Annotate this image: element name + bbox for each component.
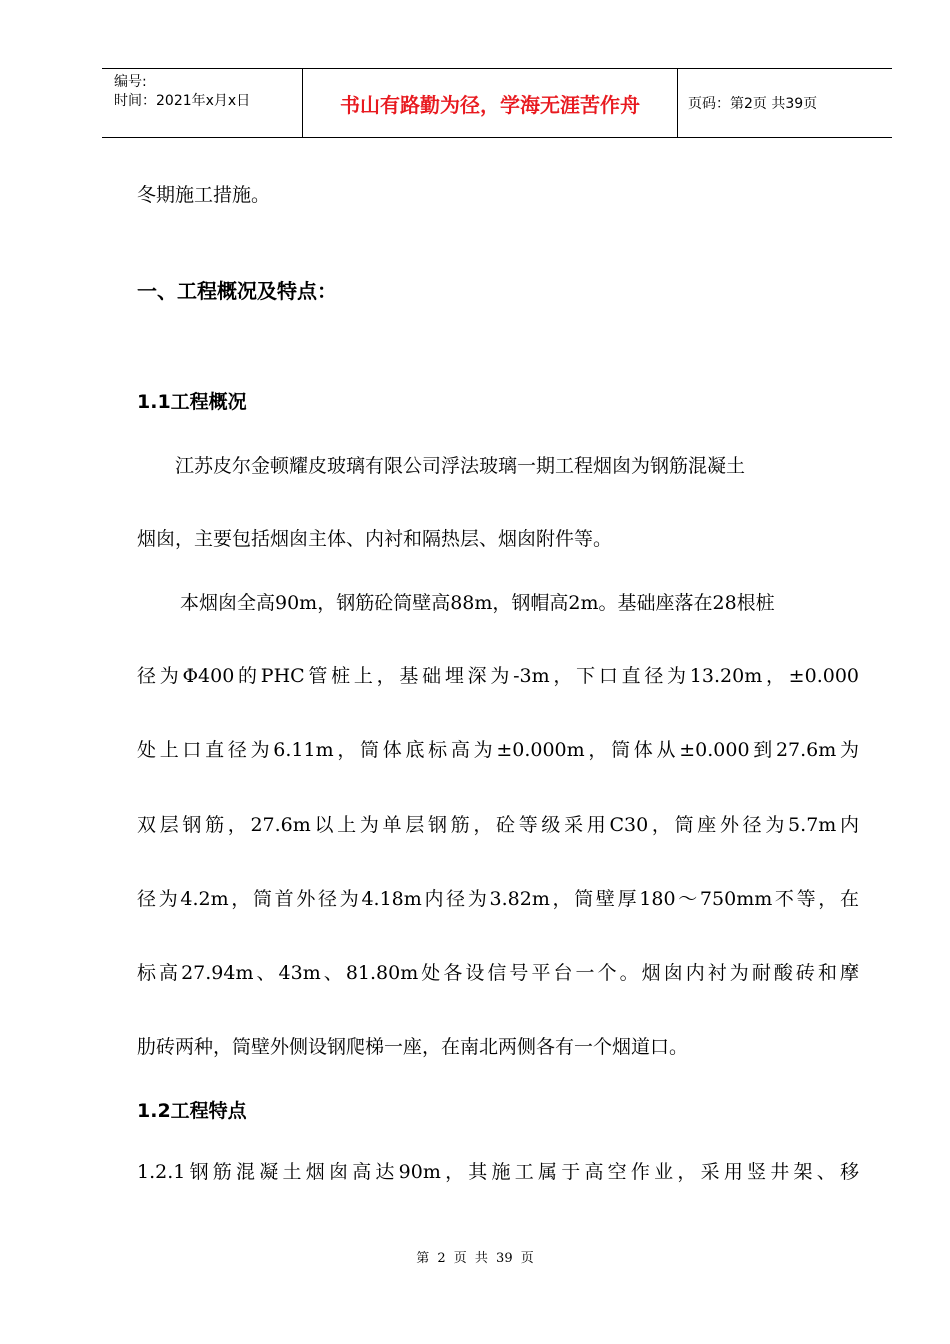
section-heading: 一、工程概况及特点： xyxy=(137,279,337,303)
paragraph-line: 江苏皮尔金顿耀皮玻璃有限公司浮法玻璃一期工程烟囱为钢筋混凝土 xyxy=(175,455,746,477)
paragraph-line: 双层钢筋，27.6m以上为单层钢筋，砼等级采用C30，筒座外径为5.7m内 xyxy=(137,814,859,836)
time-label: 时间：2021年x月x日 xyxy=(114,93,251,109)
subsection-heading: 1.2工程特点 xyxy=(137,1100,247,1122)
subsection-heading: 1.1工程概况 xyxy=(137,391,247,413)
paragraph-line: 肋砖两种，筒壁外侧设钢爬梯一座，在南北两侧各有一个烟道口。 xyxy=(137,1036,689,1058)
paragraph-line: 本烟囱全高90m，钢筋砼筒壁高88m，钢帽高2m。基础座落在28根桩 xyxy=(180,592,775,614)
header-meta-cell xyxy=(102,69,303,137)
document-header xyxy=(102,68,892,138)
paragraph-line: 径为4.2m，筒首外径为4.18m内径为3.82m，筒壁厚180～750mm不等，在 xyxy=(137,888,859,910)
paragraph-line: 标高27.94m、43m、81.80m处各设信号平台一个。烟囱内衬为耐酸砖和摩 xyxy=(137,962,859,984)
paragraph-line: 径为Φ400的PHC管桩上，基础埋深为-3m，下口直径为13.20m，±0.000 xyxy=(137,665,859,687)
header-motto: 书山有路勤为径，学海无涯苦作舟 xyxy=(303,69,678,137)
page-footer: 第 2 页 共 39 页 xyxy=(416,1251,534,1266)
header-page-info: 页码：第2页 共39页 xyxy=(688,96,818,112)
paragraph-line: 1.2.1钢筋混凝土烟囱高达90m，其施工属于高空作业，采用竖井架、移 xyxy=(137,1161,859,1183)
paragraph-line: 烟囱，主要包括烟囱主体、内衬和隔热层、烟囱附件等。 xyxy=(137,528,613,550)
number-label: 编号: xyxy=(114,74,147,90)
paragraph-line: 处上口直径为6.11m，筒体底标高为±0.000m，筒体从±0.000到27.6m为 xyxy=(137,739,859,761)
body-line: 冬期施工措施。 xyxy=(137,184,271,206)
